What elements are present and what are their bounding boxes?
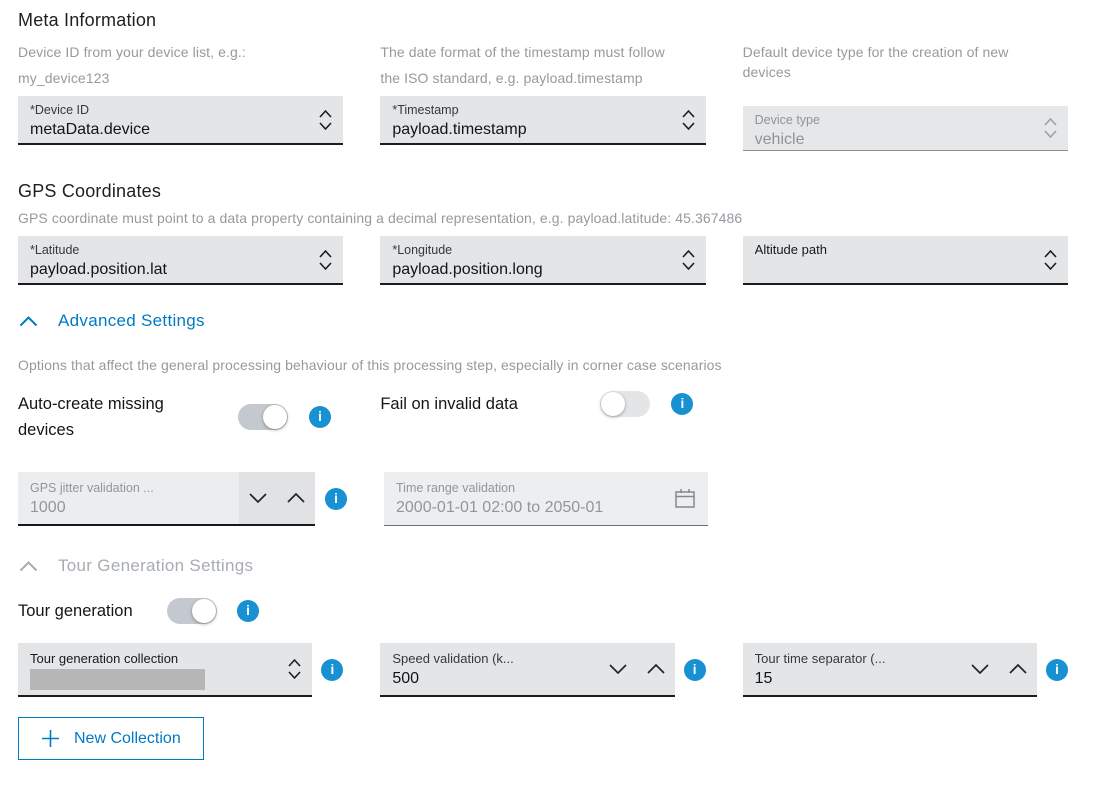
gps-jitter-value: 1000: [30, 499, 66, 516]
chevron-updown-icon[interactable]: [318, 107, 333, 133]
increment-button[interactable]: [637, 643, 675, 695]
speed-validation-label: Speed validation (k...: [392, 651, 514, 666]
gps-jitter-label: GPS jitter validation ...: [30, 481, 154, 495]
tour-generation-toggle[interactable]: [167, 598, 217, 624]
device-type-help-line2: devices: [742, 64, 791, 80]
altitude-field[interactable]: [743, 236, 1068, 285]
decrement-button[interactable]: [599, 643, 637, 695]
latitude-value: payload.position.lat: [30, 261, 167, 278]
gps-jitter-main: [18, 472, 239, 524]
info-icon[interactable]: i: [309, 406, 331, 428]
info-icon[interactable]: i: [684, 659, 706, 681]
advanced-fields-row: [18, 472, 1068, 526]
chevron-updown-icon[interactable]: [287, 656, 302, 682]
device-id-field[interactable]: [18, 96, 343, 145]
advanced-help: Options that affect the general processing behaviour of this processing step, especially in corner case scenarios: [18, 357, 722, 373]
timestamp-field[interactable]: [380, 96, 705, 145]
device-type-column: [743, 39, 1068, 151]
collection-value-redacted: [30, 669, 205, 690]
speed-validation-field[interactable]: [380, 643, 674, 697]
time-range-value: 2000-01-01 02:00 to 2050-01: [396, 499, 604, 516]
device-type-value: vehicle: [754, 131, 805, 148]
timestamp-column: [380, 39, 705, 145]
chevron-updown-icon[interactable]: [681, 107, 696, 133]
info-icon[interactable]: i: [321, 659, 343, 681]
plus-icon: [41, 729, 60, 748]
collection-group: [18, 643, 343, 697]
collection-label: Tour generation collection: [30, 651, 179, 666]
advanced-settings-header[interactable]: [18, 311, 1068, 331]
chevron-updown-icon[interactable]: [681, 247, 696, 273]
auto-create-label: Auto-create missing devices: [18, 395, 164, 439]
info-icon[interactable]: i: [237, 600, 259, 622]
time-range-group: [384, 472, 708, 526]
auto-create-toggle[interactable]: [238, 404, 288, 430]
new-collection-button[interactable]: [18, 717, 204, 760]
timestamp-value: payload.timestamp: [392, 121, 527, 138]
longitude-field[interactable]: [380, 236, 705, 285]
toggle-knob: [192, 599, 216, 623]
advanced-toggles-row: [18, 391, 1068, 443]
tour-generation-group: [18, 598, 1068, 624]
meta-section-title: Meta Information: [18, 10, 157, 30]
longitude-value: payload.position.long: [392, 261, 543, 278]
device-type-field: [743, 106, 1068, 151]
auto-create-group: [18, 391, 343, 443]
time-separator-main: [743, 643, 961, 695]
toggle-knob: [601, 392, 625, 416]
tour-settings-title: Tour Generation Settings: [58, 556, 254, 575]
latitude-label: *Latitude: [30, 243, 80, 257]
increment-button[interactable]: [999, 643, 1037, 695]
new-collection-label: New Collection: [74, 729, 181, 747]
advanced-settings-title: Advanced Settings: [58, 311, 205, 330]
collection-field[interactable]: [18, 643, 312, 697]
time-separator-group: [743, 643, 1068, 697]
speed-validation-main: [380, 643, 598, 695]
device-id-help-line1: Device ID from your device list, e.g.:: [18, 44, 246, 60]
info-icon[interactable]: i: [325, 488, 347, 510]
altitude-label: Altitude path: [754, 242, 827, 257]
device-id-value: metaData.device: [30, 121, 151, 138]
timestamp-help-line2: the ISO standard, e.g. payload.timestamp: [380, 70, 643, 86]
device-id-label: *Device ID: [30, 103, 90, 117]
gps-section-title: GPS Coordinates: [18, 181, 162, 201]
info-icon[interactable]: i: [671, 393, 693, 415]
time-range-field: [384, 472, 708, 526]
time-separator-value: 15: [754, 670, 773, 687]
tour-settings-header[interactable]: [18, 556, 1068, 576]
fail-invalid-label: Fail on invalid data: [380, 395, 518, 413]
fail-invalid-group: [380, 391, 705, 417]
latitude-field[interactable]: [18, 236, 343, 285]
longitude-label: *Longitude: [392, 243, 453, 257]
gps-jitter-group: [18, 472, 347, 526]
device-id-help-line2: my_device123: [18, 70, 110, 86]
chevron-updown-icon[interactable]: [1043, 247, 1058, 273]
fail-invalid-toggle[interactable]: [600, 391, 650, 417]
timestamp-help-line1: The date format of the timestamp must follow: [380, 44, 665, 60]
gps-jitter-field[interactable]: [18, 472, 315, 526]
chevron-up-icon[interactable]: [19, 316, 38, 327]
decrement-button[interactable]: [961, 643, 999, 695]
timestamp-label: *Timestamp: [392, 103, 459, 117]
altitude-value: [755, 259, 1024, 280]
device-type-help: [743, 39, 1068, 82]
tour-generation-label: Tour generation: [18, 602, 133, 620]
timestamp-help: [380, 39, 705, 91]
gps-fields-row: [18, 236, 1068, 285]
info-icon[interactable]: i: [1046, 659, 1068, 681]
device-type-label: Device type: [754, 113, 820, 127]
chevron-updown-icon: [1043, 115, 1058, 141]
decrement-button[interactable]: [239, 472, 277, 524]
device-id-column: [18, 39, 343, 145]
device-id-help: [18, 39, 343, 91]
increment-button[interactable]: [277, 472, 315, 524]
chevron-up-icon[interactable]: [19, 561, 38, 572]
tour-fields-row: [18, 643, 1068, 697]
toggle-knob: [263, 405, 287, 429]
device-type-help-line1: Default device type for the creation of new: [742, 44, 1009, 60]
speed-validation-value: 500: [392, 670, 420, 687]
calendar-icon: [672, 486, 698, 512]
time-separator-field[interactable]: [743, 643, 1037, 697]
meta-fields-row: [18, 39, 1068, 151]
time-separator-label: Tour time separator (...: [754, 651, 886, 666]
speed-validation-group: [380, 643, 705, 697]
gps-help: GPS coordinate must point to a data property containing a decimal representation, e.g. payload.latitude: 45.367486: [18, 210, 743, 226]
time-range-label: Time range validation: [396, 481, 516, 495]
chevron-updown-icon[interactable]: [318, 247, 333, 273]
